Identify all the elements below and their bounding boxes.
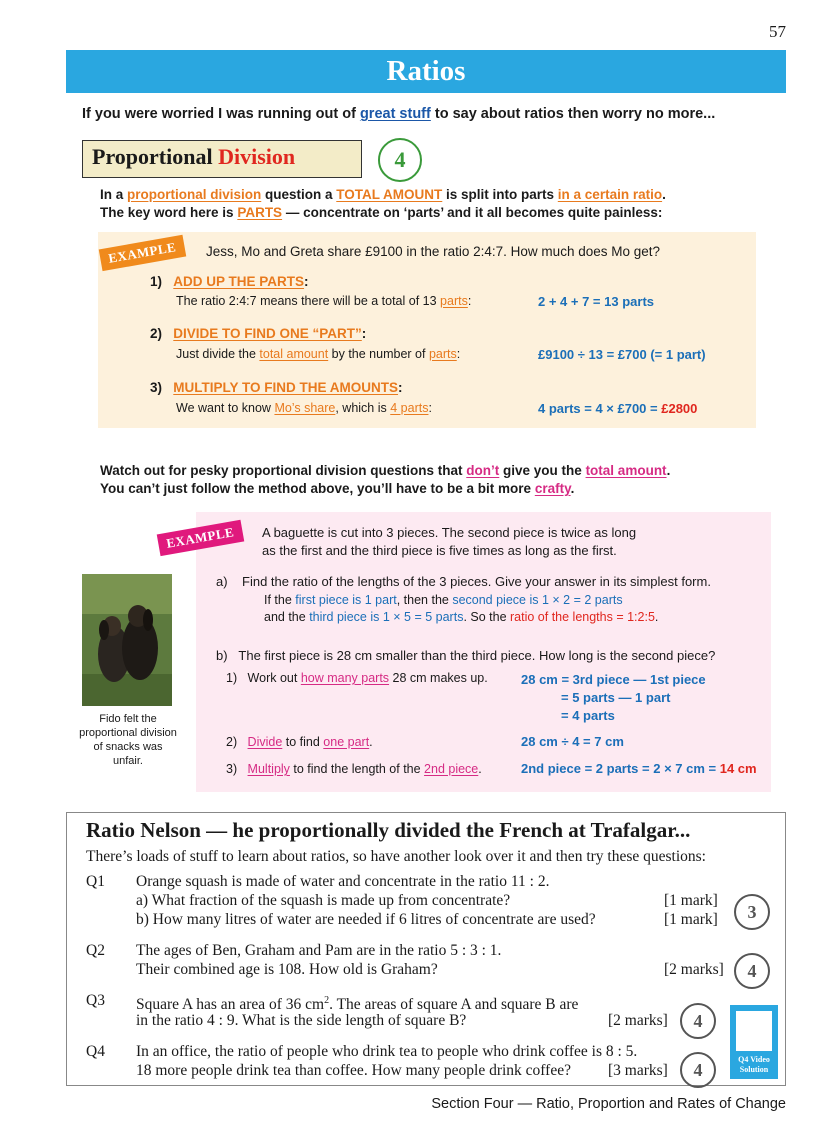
p2-highlight: don’t <box>466 463 500 478</box>
q1-line-1: Orange squash is made of water and concentrate in the ratio 11 : 2. <box>136 873 550 890</box>
step-colon: : <box>304 274 309 289</box>
footer-section-title: Section Four — Ratio, Proportion and Rates of Change <box>431 1096 786 1112</box>
part-text: . So the <box>463 610 511 624</box>
paragraph-2 <box>100 462 670 498</box>
questions-title: Ratio Nelson — he proportionally divided the French at Trafalgar... <box>86 818 691 842</box>
part-b <box>216 648 715 663</box>
part-question: Find the ratio of the lengths of the 3 pieces. Give your answer in its simplest form. <box>242 574 711 589</box>
example-2-question-line: as the first and the third piece is five times as long as the first. <box>262 543 617 558</box>
page-title: Ratios <box>386 55 466 87</box>
q1-line-2: a) What fraction of the squash is made up from concentrate? <box>136 892 511 909</box>
q2-line-2: Their combined age is 108. How old is Graham? <box>136 961 438 978</box>
step-highlight: one part <box>323 735 370 749</box>
part-text: and the <box>264 610 310 624</box>
step-3-heading <box>150 380 403 395</box>
page-number: 57 <box>769 22 786 41</box>
step-text: . <box>478 762 482 776</box>
step-highlight: 2nd piece <box>424 762 479 776</box>
example-2-tag: EXAMPLE <box>157 520 244 556</box>
step-number: 3) <box>150 380 163 395</box>
grade-number: 4 <box>747 961 757 981</box>
intro-before: If you were worried I was running out of <box>82 106 360 122</box>
step-highlight: parts <box>440 294 468 308</box>
q3-line-2: in the ratio 4 : 9. What is the side length of square B? <box>136 1012 467 1029</box>
b-step-1 <box>226 671 488 685</box>
step-1-result: 2 + 4 + 7 = 13 parts <box>538 294 654 309</box>
q1-label: Q1 <box>86 873 105 890</box>
step-text: 28 cm makes up. <box>389 671 488 685</box>
result-text: 4 parts = 4 × £700 = <box>538 401 662 416</box>
step-text: : <box>456 347 461 361</box>
p1-highlight: PARTS <box>237 205 283 220</box>
step-number: 2) <box>226 735 238 749</box>
b-step-3-result <box>521 761 757 776</box>
step-highlight: Multiply <box>247 762 290 776</box>
part-label: b) <box>216 648 228 663</box>
dog-photo <box>82 574 172 706</box>
section-heading-part2: Division <box>218 144 296 169</box>
grade-number: 4 <box>693 1060 703 1080</box>
p2-text: . <box>570 481 575 496</box>
p2-text: give you the <box>499 463 586 478</box>
photo-caption: Fido felt the proportional division of snacks was unfair. <box>79 713 177 767</box>
q3-text: Square A has an area of 36 cm <box>136 996 325 1014</box>
intro-after: to say about ratios then worry no more... <box>430 106 716 122</box>
p1-text: . <box>662 187 666 202</box>
part-answer: ratio of the lengths = 1:2:5 <box>510 610 655 624</box>
step-2-result: £9100 ÷ 13 = £700 (= 1 part) <box>538 347 706 362</box>
step-text: , which is <box>335 401 391 415</box>
step-text: Work out <box>247 671 301 685</box>
questions-subtitle: There’s loads of stuff to learn about ratios, so have another look over it and then try these questions: <box>86 848 706 865</box>
q1-grade-badge <box>734 894 770 930</box>
b-step-3 <box>226 762 482 776</box>
step-1-text <box>176 294 471 308</box>
p1-text: — concentrate on ‘parts’ and it all becomes quite painless: <box>282 205 663 220</box>
step-colon: : <box>361 326 367 341</box>
part-text: , then the <box>396 593 453 607</box>
q3-superscript: 2 <box>324 995 330 1006</box>
title-bar <box>66 50 786 93</box>
step-text: : <box>467 294 472 308</box>
p1-highlight: proportional division <box>127 187 262 202</box>
b-step-2-result: 28 cm ÷ 4 = 7 cm <box>521 734 624 749</box>
step-3-text <box>176 401 432 415</box>
part-text: . <box>654 610 659 624</box>
step-2-text <box>176 347 460 361</box>
qr-code-icon <box>736 1011 772 1051</box>
example-1-question: Jess, Mo and Greta share £9100 in the ratio 2:4:7. How much does Mo get? <box>206 244 661 259</box>
part-text: If the <box>264 593 296 607</box>
q2-line-1: The ages of Ben, Graham and Pam are in the ratio 5 : 3 : 1. <box>136 942 502 959</box>
p1-text: The key word here is <box>100 205 238 220</box>
b-step-1-result-3: = 4 parts <box>561 708 615 723</box>
grade-number: 4 <box>394 147 406 172</box>
p1-text: In a <box>100 187 128 202</box>
intro-text <box>82 106 715 122</box>
p2-text: Watch out for pesky proportional division questions that <box>100 463 467 478</box>
p1-text: question a <box>261 187 337 202</box>
q1-mark-b: [1 mark] <box>664 911 718 928</box>
q2-label: Q2 <box>86 942 105 959</box>
example-2-question-line: A baguette is cut into 3 pieces. The second piece is twice as long <box>262 525 637 540</box>
step-text: The ratio 2:4:7 means there will be a total of 13 <box>176 294 441 308</box>
step-2-heading <box>150 326 366 341</box>
q3-mark: [2 marks] <box>608 1012 668 1029</box>
video-solution-button[interactable] <box>730 1005 778 1079</box>
step-highlight: Mo’s share <box>274 401 336 415</box>
video-solution-label: Q4 Video Solution <box>738 1055 770 1074</box>
step-highlight: 4 parts <box>390 401 429 415</box>
step-number: 1) <box>150 274 163 289</box>
step-text: Just divide the <box>176 347 260 361</box>
paragraph-1 <box>100 186 666 222</box>
step-highlight: Divide <box>247 735 283 749</box>
grade-number: 4 <box>693 1011 703 1031</box>
q1-mark-a: [1 mark] <box>664 892 718 909</box>
p2-text: . <box>666 463 671 478</box>
part-highlight: third piece is 1 × 5 = 5 parts <box>309 610 464 624</box>
part-question: The first piece is 28 cm smaller than the third piece. How long is the second piece? <box>238 648 716 663</box>
step-number: 2) <box>150 326 163 341</box>
p2-highlight: crafty <box>534 481 571 496</box>
b-step-1-result-2: = 5 parts — 1 part <box>561 690 671 705</box>
step-text: : <box>428 401 432 415</box>
result-answer: 14 cm <box>719 761 757 776</box>
step-title: MULTIPLY TO FIND THE AMOUNTS <box>173 380 399 395</box>
q2-mark: [2 marks] <box>664 961 724 978</box>
p1-highlight: in a certain ratio <box>557 187 663 202</box>
grade-badge <box>378 138 422 182</box>
b-step-1-result-1: 28 cm = 3rd piece — 1st piece <box>521 672 706 687</box>
q4-label: Q4 <box>86 1043 105 1060</box>
section-heading <box>92 144 295 170</box>
step-text: We want to know <box>176 401 275 415</box>
result-text: 2nd piece = 2 parts = 2 × 7 cm = <box>521 761 720 776</box>
step-title: DIVIDE TO FIND ONE “PART” <box>173 326 362 341</box>
result-answer: £2800 <box>661 401 698 416</box>
q1-line-3: b) How many litres of water are needed if 6 litres of concentrate are used? <box>136 911 596 928</box>
step-1-heading <box>150 274 309 289</box>
step-title: ADD UP THE PARTS <box>173 274 305 289</box>
q4-grade-badge <box>680 1052 716 1088</box>
b-step-2 <box>226 735 373 749</box>
example-2-question <box>262 524 636 560</box>
example-1-tag: EXAMPLE <box>99 235 186 271</box>
p1-text: is split into parts <box>442 187 558 202</box>
step-text: by the number of <box>328 347 429 361</box>
q3-text: . The areas of square A and square B are <box>329 996 579 1014</box>
q3-label: Q3 <box>86 992 105 1009</box>
step-text: to find <box>282 735 324 749</box>
part-highlight: second piece is 1 × 2 = 2 parts <box>452 593 623 607</box>
step-text: to find the length of the <box>289 762 425 776</box>
q3-grade-badge <box>680 1003 716 1039</box>
step-3-result <box>538 401 697 416</box>
part-a <box>216 574 711 624</box>
p2-highlight: total amount <box>585 463 667 478</box>
intro-link: great stuff <box>359 106 431 122</box>
step-number: 3) <box>226 762 238 776</box>
p2-text: You can’t just follow the method above, you’ll have to be a bit more <box>100 481 535 496</box>
step-highlight: how many parts <box>300 671 390 685</box>
q4-line-1: In an office, the ratio of people who drink tea to people who drink coffee is 8 : 5. <box>136 1043 638 1060</box>
step-text: . <box>369 735 373 749</box>
part-label: a) <box>216 574 228 589</box>
step-highlight: total amount <box>259 347 329 361</box>
step-number: 1) <box>226 671 238 685</box>
p1-highlight: TOTAL AMOUNT <box>336 187 443 202</box>
grade-number: 3 <box>747 902 757 922</box>
step-highlight: parts <box>428 347 457 361</box>
q4-line-2: 18 more people drink tea than coffee. How many people drink coffee? <box>136 1062 571 1079</box>
part-highlight: first piece is 1 part <box>295 593 397 607</box>
q2-grade-badge <box>734 953 770 989</box>
step-colon: : <box>398 380 403 395</box>
section-heading-part1: Proportional <box>92 144 219 169</box>
q4-mark: [3 marks] <box>608 1062 668 1079</box>
